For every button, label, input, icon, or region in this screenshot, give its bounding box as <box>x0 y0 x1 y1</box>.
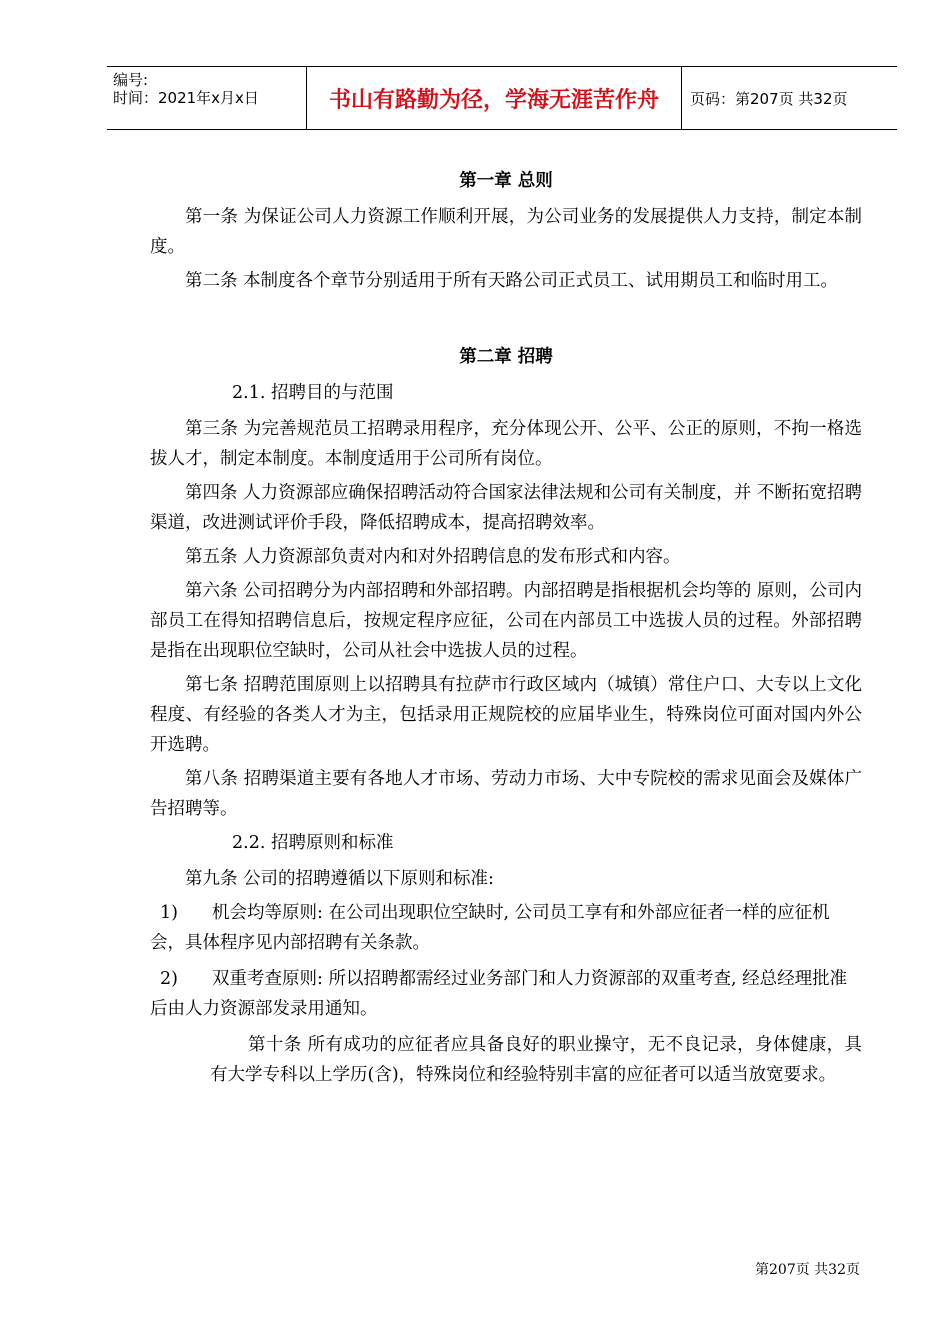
section-2-1-heading: 2.1. 招聘目的与范围 <box>232 383 394 403</box>
article-1: 第一条 为保证公司人力资源工作顺利开展，为公司业务的发展提供人力支持，制定本制度。 <box>150 207 862 257</box>
article-7: 第七条 招聘范围原则上以招聘具有拉萨市行政区域内（城镇）常住户口、大专以上文化程度、有经验的各类人才为主，包括录用正规院校的应届毕业生，特殊岗位可面对国内外公开选聘。 <box>150 675 862 755</box>
header-meta <box>107 67 307 129</box>
time-label: 时间：2021年x月x日 <box>113 89 259 107</box>
list-item <box>150 898 862 958</box>
article-6: 第六条 公司招聘分为内部招聘和外部招聘。内部招聘是指根据机会均等的 原则，公司内部员工在得知招聘信息后，按规定程序应征，公司在内部员工中选拔人员的过程。外部招聘是指在出现职位空缺时，公司从社会中选拔人员的过程。 <box>150 581 862 661</box>
chapter-2-title: 第二章 招聘 <box>459 347 553 367</box>
list-item-text: 机会均等原则: 在公司出现职位空缺时, 公司员工享有和外部应征者一样的应征机会，具体程序见内部招聘有关条款。 <box>150 903 830 953</box>
article-10: 第十条 所有成功的应征者应具备良好的职业操守，无不良记录，身体健康，具有大学专科以上学历(含)，特殊岗位和经验特别丰富的应征者可以适当放宽要求。 <box>210 1035 862 1085</box>
article-8: 第八条 招聘渠道主要有各地人才市场、劳动力市场、大中专院校的需求见面会及媒体广告招聘等。 <box>150 769 862 819</box>
article-4: 第四条 人力资源部应确保招聘活动符合国家法律法规和公司有关制度，并 不断拓宽招聘渠道，改进测试评价手段，降低招聘成本，提高招聘效率。 <box>150 483 862 533</box>
page-header <box>107 66 897 130</box>
article-5: 第五条 人力资源部负责对内和对外招聘信息的发布形式和内容。 <box>185 547 681 567</box>
list-item-number: 1) <box>160 903 178 923</box>
header-page-info: 页码：第207页 共32页 <box>690 89 848 108</box>
list-item <box>150 964 862 1024</box>
article-2: 第二条 本制度各个章节分别适用于所有天路公司正式员工、试用期员工和临时用工。 <box>185 271 839 291</box>
article-9: 第九条 公司的招聘遵循以下原则和标准: <box>185 869 494 889</box>
list-item-number: 2) <box>160 969 178 989</box>
section-2-2-heading: 2.2. 招聘原则和标准 <box>232 833 394 853</box>
number-label: 编号: <box>113 71 149 89</box>
chapter-1-title: 第一章 总则 <box>459 171 553 191</box>
list-item-text: 双重考查原则: 所以招聘都需经过业务部门和人力资源部的双重考查, 经总经理批准后由人力资源部发录用通知。 <box>150 969 848 1019</box>
header-motto: 书山有路勤为径，学海无涯苦作舟 <box>307 67 682 129</box>
page-footer: 第207页 共32页 <box>755 1262 860 1278</box>
article-3: 第三条 为完善规范员工招聘录用程序，充分体现公开、公平、公正的原则，不拘一格选拔人才，制定本制度。本制度适用于公司所有岗位。 <box>150 419 862 469</box>
document-body <box>150 160 862 1094</box>
